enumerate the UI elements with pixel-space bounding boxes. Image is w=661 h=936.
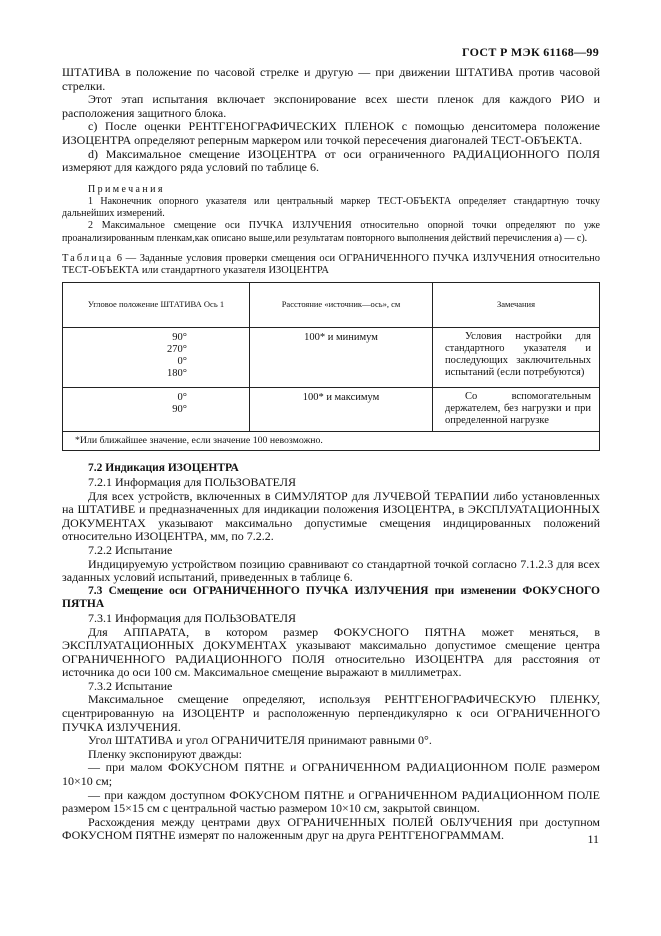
table-row xyxy=(63,327,600,387)
note-item: 1 Наконечник опорного указателя или центральный маркер ТЕСТ-ОБЪЕКТА определяет стандартную точку дальнейших измерений. xyxy=(62,195,600,220)
conditions-table xyxy=(62,282,600,452)
table-row xyxy=(63,387,600,432)
paragraph: Для АППАРАТА, в котором размер ФОКУСНОГО ПЯТНА может меняться, в ЭКСПЛУАТАЦИОННЫХ ДОКУМЕНТАХ указывают максимально допустимое смещение центра ОГРАНИЧЕННОГО РАДИАЦИОННОГО ПОЛЯ относительно ИЗОЦЕНТРА для расстояния от источника до оси 100 см. Максимальное смещение выражают в миллиметрах. xyxy=(62,624,600,680)
table-cell-remark xyxy=(433,387,600,432)
table-cell-distance: 100* и максимум xyxy=(250,387,433,432)
angle-value: 270° xyxy=(167,343,187,355)
paragraph: Этот этап испытания включает экспонирование всех шести пленок для каждого РИО и расположения защитного блока. xyxy=(62,92,600,120)
table-cell-angles xyxy=(63,387,250,432)
paragraph: Пленку экспонируют дважды: xyxy=(88,746,242,761)
table-caption xyxy=(62,253,600,278)
subsection-title: 7.2.2 Испытание xyxy=(88,542,173,557)
angle-value: 0° xyxy=(177,356,187,368)
paragraph: Расхождения между центрами двух ОГРАНИЧЕННЫХ ПОЛЕЙ ОБЛУЧЕНИЯ при доступном ФОКУСНОМ ПЯТНЕ измерят по наложенным друг на друга РЕНТГЕНОГРАММАМ. xyxy=(62,814,600,843)
subsection-title: 7.3.2 Испытание xyxy=(88,678,173,693)
table-cell-remark xyxy=(433,327,600,387)
angle-value: 90° xyxy=(172,403,187,415)
table-cell-angles xyxy=(63,327,250,387)
table-footnote: *Или ближайшее значение, если значение 100 невозможно. xyxy=(63,432,600,451)
page-number: 11 xyxy=(587,832,599,846)
table-header-cell: Замечания xyxy=(433,282,600,327)
paragraph: Для всех устройств, включенных в СИМУЛЯТОР для ЛУЧЕВОЙ ТЕРАПИИ либо установленных на ШТАТИВЕ и предназначенных для индикации положения ИЗОЦЕНТРА, в ЭКСПЛУАТАЦИОННЫХ ДОКУМЕНТАХ указывают максимально допустимые смещения индицированных положений относительно ИЗОЦЕНТРА, мм, по 7.2.2. xyxy=(62,488,600,544)
table-header-row xyxy=(63,282,600,327)
paragraph: Максимальное смещение определяют, используя РЕНТГЕНОГРАФИЧЕСКУЮ ПЛЕНКУ, сцентрированную на ИЗОЦЕНТР и расположенную перпендикулярно к оси ОГРАНИЧЕННОГО ПУЧКА ИЗЛУЧЕНИЯ. xyxy=(62,692,600,734)
subsection-title: 7.2.1 Информация для ПОЛЬЗОВАТЕЛЯ xyxy=(88,474,296,489)
angle-value: 0° xyxy=(177,391,187,403)
document-header: ГОСТ Р МЭК 61168—99 xyxy=(461,45,599,59)
table-header-cell: Угловое положение ШТАТИВА Ось 1 xyxy=(63,282,250,327)
list-item: — при каждом доступном ФОКУСНОМ ПЯТНЕ и ОГРАНИЧЕННОМ РАДИАЦИОННОМ ПОЛЕ размером 15×15 см с центральной частью размером 10×10 см, закрытой свинцом. xyxy=(62,787,600,816)
paragraph: d) Максимальное смещение ИЗОЦЕНТРА от оси ограниченного РАДИАЦИОННОГО ПОЛЯ измеряют для каждого ряда условий по таблице 6. xyxy=(62,146,600,175)
table-cell-distance: 100* и минимум xyxy=(250,327,433,387)
paragraph: c) После оценки РЕНТГЕНОГРАФИЧЕСКИХ ПЛЕНОК с помощью денситомера положение ИЗОЦЕНТРА определяют реперным маркером или точкой пересечения диагоналей ТЕСТ-ОБЪЕКТА. xyxy=(62,119,600,147)
page-content xyxy=(62,66,600,843)
remark-text: Со вспомогательным держателем, без нагрузки и при определенной нагрузке xyxy=(445,390,591,426)
paragraph: Угол ШТАТИВА и угол ОГРАНИЧИТЕЛЯ принимают равными 0°. xyxy=(88,733,432,748)
note-item: 2 Максимальное смещение оси ПУЧКА ИЗЛУЧЕНИЯ относительно опорной точки определяют по уже проанализированным пленкам,как описано выше,или результатам повторного выполнения действий перечисления а) — с). xyxy=(62,220,600,244)
notes-title: Примечания xyxy=(88,183,165,195)
angle-value: 180° xyxy=(167,368,187,380)
subsection-title: 7.3.1 Информация для ПОЛЬЗОВАТЕЛЯ xyxy=(88,610,296,625)
list-item: — при малом ФОКУСНОМ ПЯТНЕ и ОГРАНИЧЕННОМ РАДИАЦИОННОМ ПОЛЕ размером 10×10 см; xyxy=(62,760,600,789)
section-heading: 7.2 Индикация ИЗОЦЕНТРА xyxy=(88,462,239,475)
remark-text: Условия настройки для стандартного указателя и последующих заключительных испытаний (если потребуются) xyxy=(445,330,591,379)
paragraph: Индицируемую устройством позицию сравнивают со стандартной точкой согласно 7.1.2.3 для всех заданных условий испытаний, приведенных в таблице 6. xyxy=(62,556,600,585)
angle-value: 90° xyxy=(172,331,187,343)
table-caption-text: 6 — Заданные условия проверки смещения оси ОГРАНИЧЕННОГО ПУЧКА ИЗЛУЧЕНИЯ относительно ТЕСТ-ОБЪЕКТА или стандартного указателя ИЗОЦЕНТРА xyxy=(62,252,601,277)
table-caption-word: Таблица xyxy=(62,252,114,264)
section-heading: 7.3 Смещение оси ОГРАНИЧЕННОГО ПУЧКА ИЗЛУЧЕНИЯ при изменении ФОКУСНОГО ПЯТНА xyxy=(62,584,600,611)
paragraph: ШТАТИВА в положение по часовой стрелке и другую — при движении ШТАТИВА против часовой стрелки. xyxy=(62,65,600,93)
table-footnote-row xyxy=(63,432,600,451)
table-header-cell: Расстояние «источник—ось», см xyxy=(250,282,433,327)
